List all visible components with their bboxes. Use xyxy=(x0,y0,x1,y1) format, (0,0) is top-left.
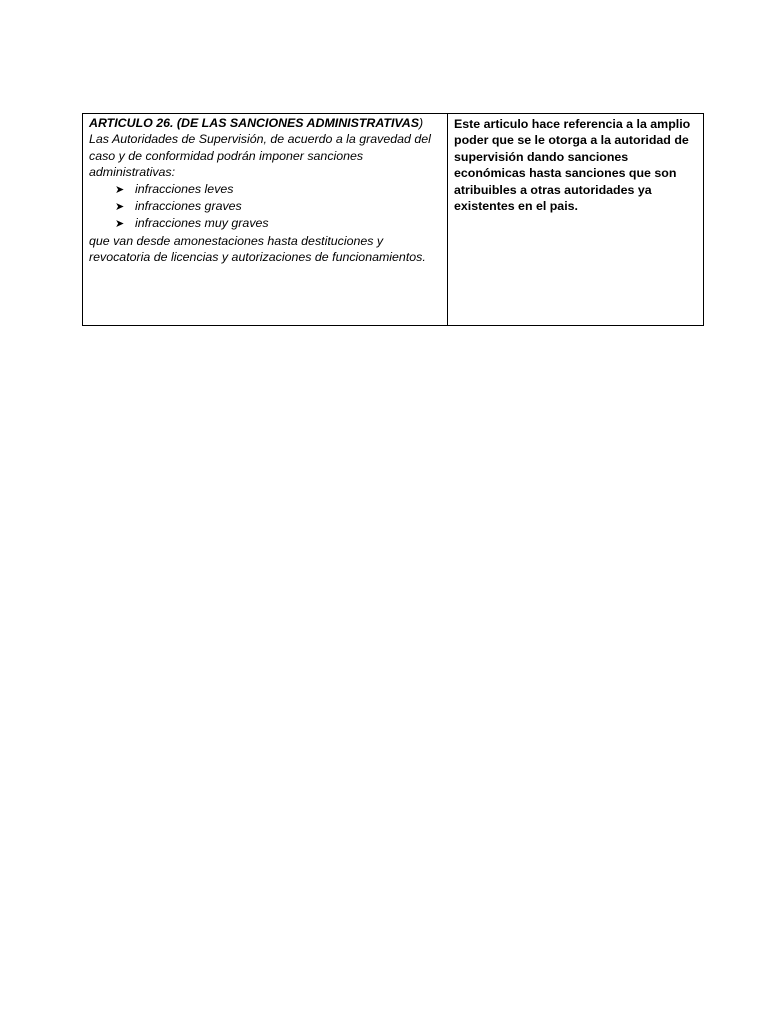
list-item xyxy=(115,215,441,232)
article-heading xyxy=(89,115,441,131)
article-heading-text: ARTICULO 26. (DE LAS SANCIONES ADMINISTRATIVAS xyxy=(89,116,419,130)
list-item-text: infracciones graves xyxy=(135,199,242,214)
article-heading-close: ) xyxy=(418,116,424,130)
list-item-text: infracciones muy graves xyxy=(135,216,269,231)
article-closing: que van desde amonestaciones hasta destituciones y revocatoria de licencias y autorizaciones de funcionamientos. xyxy=(89,233,426,265)
article-table xyxy=(82,113,704,326)
article-cell xyxy=(83,114,448,325)
list-item xyxy=(115,181,441,198)
arrow-bullet-icon: ➤ xyxy=(115,218,125,231)
arrow-bullet-icon: ➤ xyxy=(115,183,125,196)
list-item xyxy=(115,198,441,215)
article-intro: Las Autoridades de Supervisión, de acuerdo a la gravedad del caso y de conformidad podrán imponer sanciones administrativas: xyxy=(89,132,431,180)
commentary-cell xyxy=(448,114,703,325)
infraction-list xyxy=(89,181,441,233)
list-item-text: infracciones leves xyxy=(135,181,234,196)
commentary-text: Este articulo hace referencia a la amplio poder que se le otorga a la autoridad de supervisión dando sanciones económicas hasta sanciones que son atribuibles a otras autoridades ya existentes en el pais. xyxy=(454,117,691,214)
arrow-bullet-icon: ➤ xyxy=(115,201,125,214)
